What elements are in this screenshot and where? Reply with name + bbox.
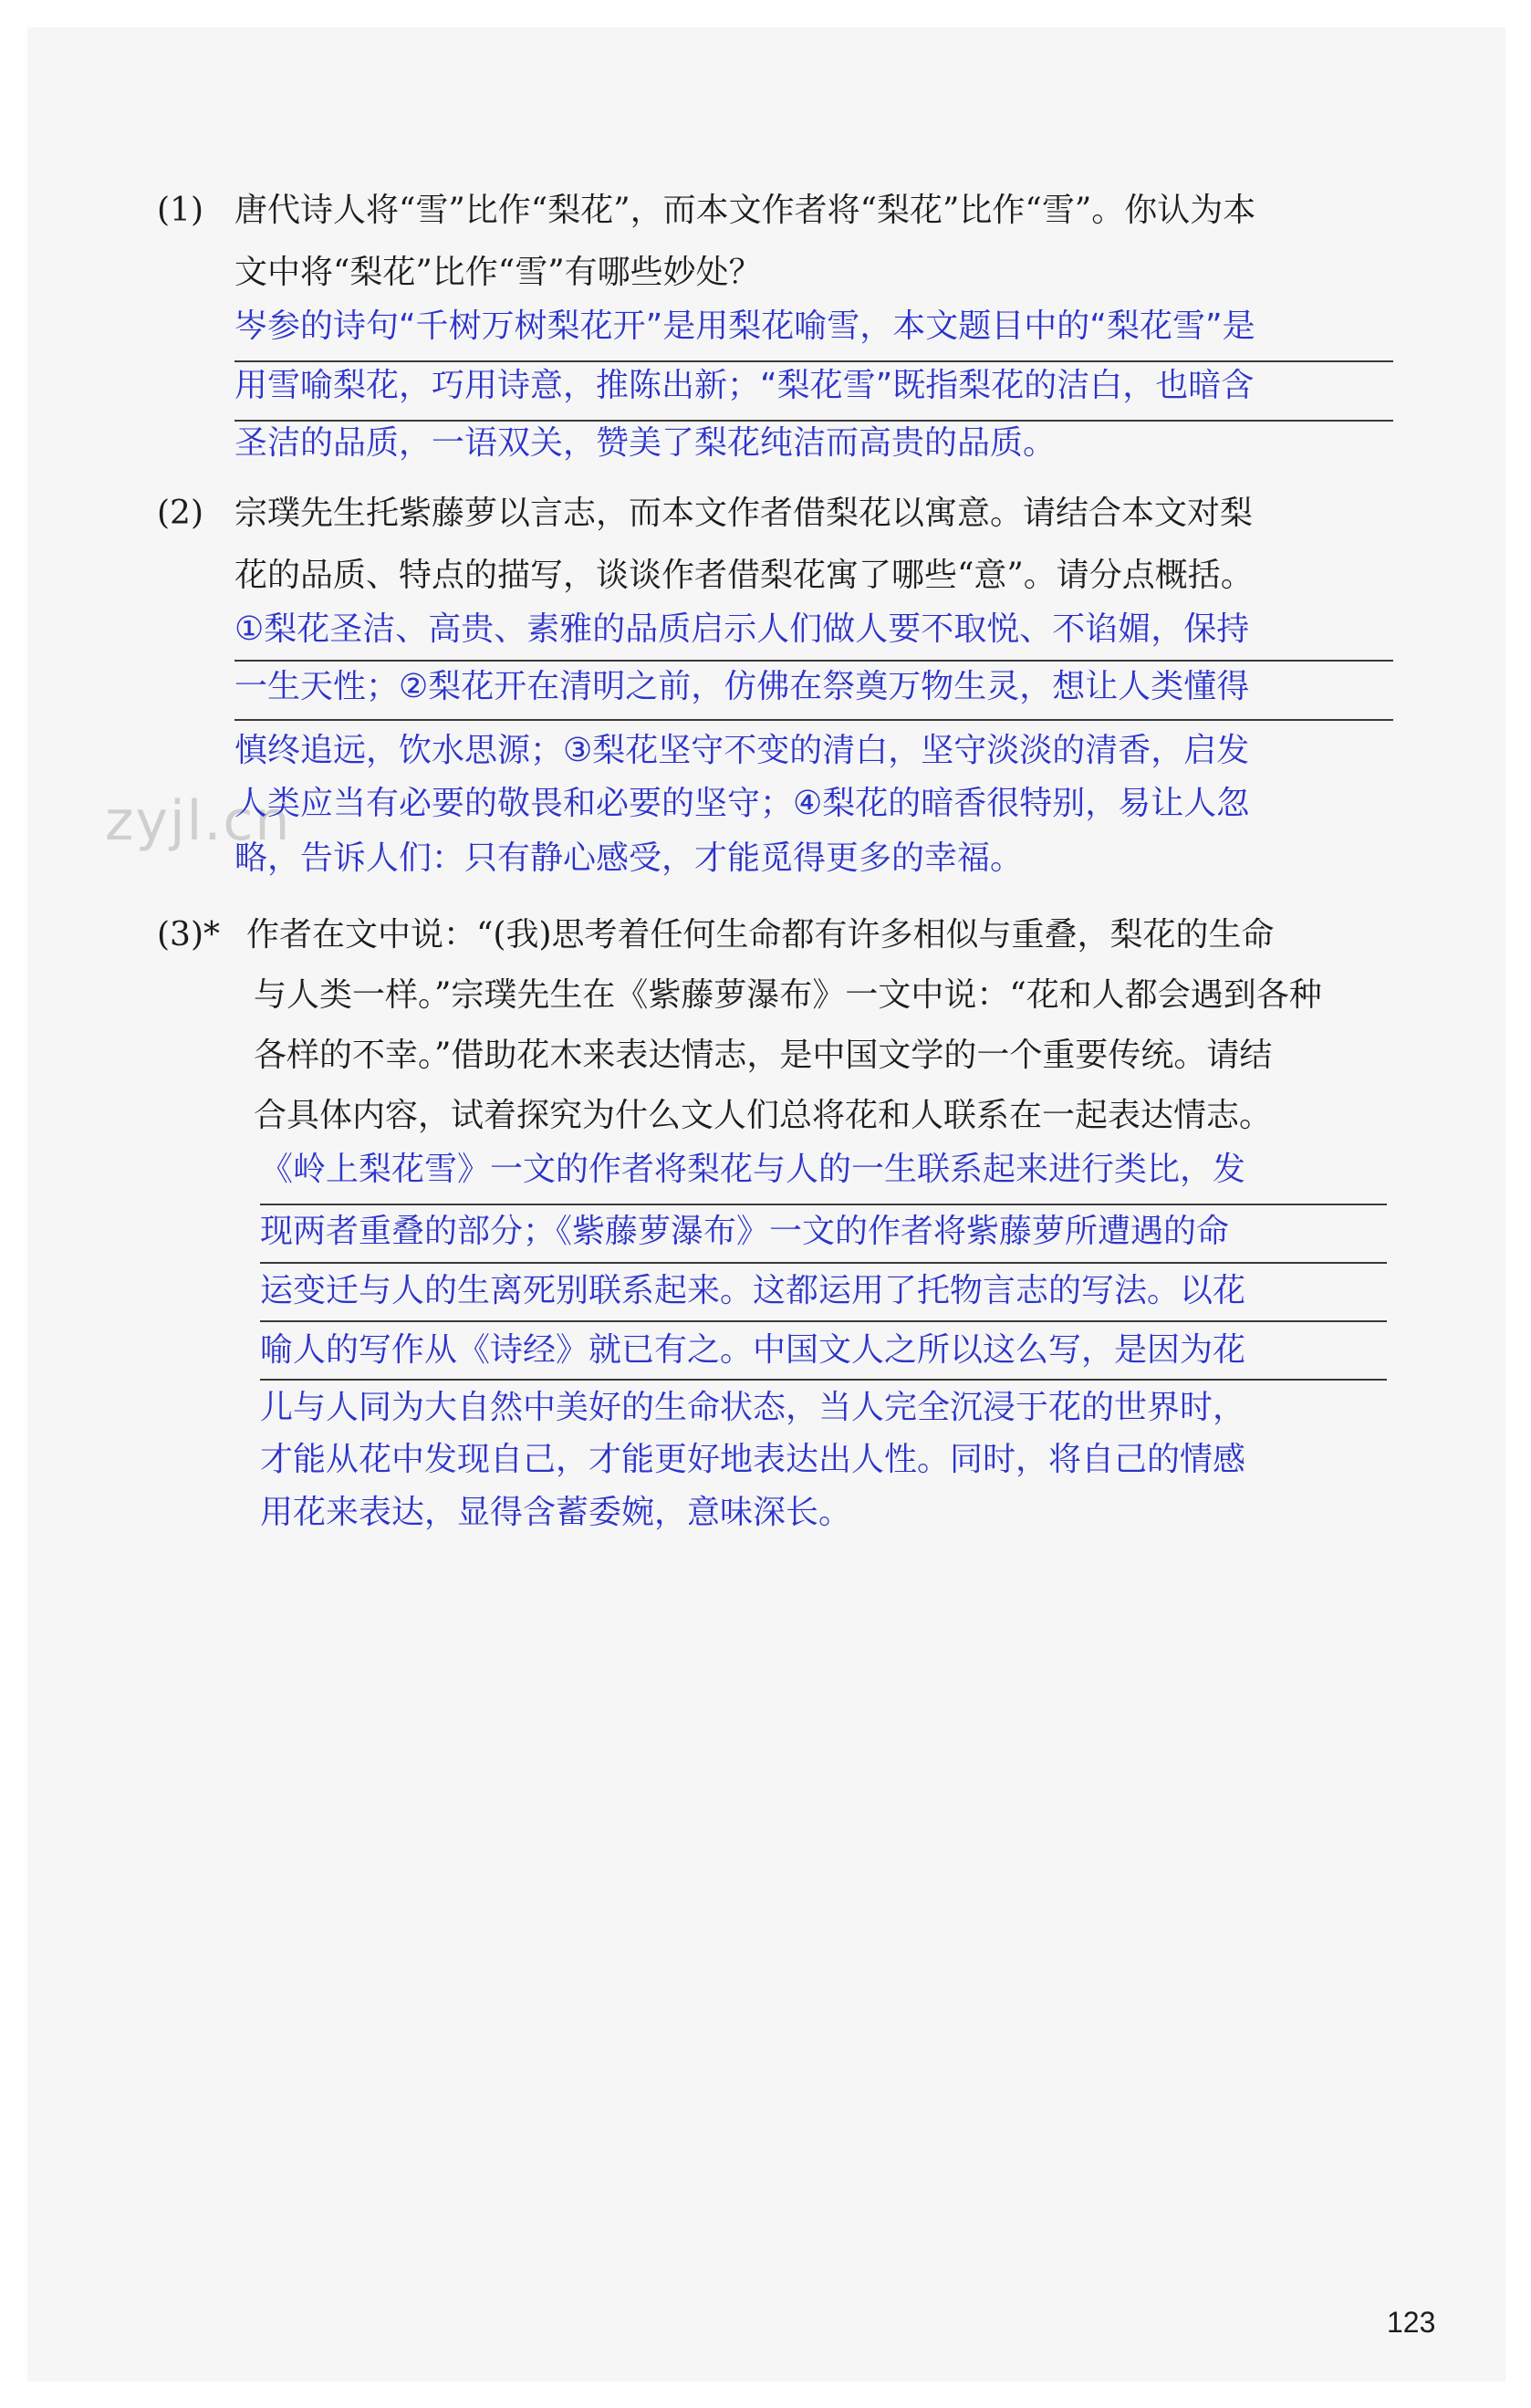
watermark: zyjl.cn bbox=[105, 789, 292, 853]
question-1-line-1: 唐代诗人将“雪”比作“梨花”，而本文作者将“梨花”比作“雪”。你认为本 bbox=[234, 192, 1256, 229]
question-3-line-3: 各样的不幸。”借助花木来表达情志，是中国文学的一个重要传统。请结 bbox=[254, 1037, 1273, 1074]
answer-3-line-5: 儿与人同为大自然中美好的生命状态，当人完全沉浸于花的世界时， bbox=[260, 1389, 1246, 1426]
answer-2-line-4: 人类应当有必要的敬畏和必要的坚守；④梨花的暗香很特别，易让人忽 bbox=[234, 785, 1250, 822]
answer-1-line-1: 岑参的诗句“千树万树梨花开”是用梨花喻雪，本文题目中的“梨花雪”是 bbox=[234, 308, 1255, 345]
question-1-line-2: 文中将“梨花”比作“雪”有哪些妙处？ bbox=[234, 254, 762, 291]
answer-3-line-6: 才能从花中发现自己，才能更好地表达出人性。同时，将自己的情感 bbox=[260, 1441, 1246, 1478]
answer-2-line-3: 慎终追远，饮水思源；③梨花坚守不变的清白，坚守淡淡的清香，启发 bbox=[234, 732, 1250, 769]
question-3-line-2: 与人类一样。”宗璞先生在《紫藤萝瀑布》一文中说：“花和人都会遇到各种 bbox=[254, 976, 1322, 1014]
answer-3-line-2: 现两者重叠的部分；《紫藤萝瀑布》一文的作者将紫藤萝所遭遇的命 bbox=[260, 1213, 1230, 1250]
answer-2-line-1: ①梨花圣洁、高贵、素雅的品质启示人们做人要不取悦、不谄媚，保持 bbox=[234, 610, 1250, 648]
answer-line-rule bbox=[234, 719, 1393, 721]
question-2-line-1: 宗璞先生托紫藤萝以言志，而本文作者借梨花以寓意。请结合本文对梨 bbox=[234, 495, 1254, 532]
answer-2-line-5: 略，告诉人们：只有静心感受，才能觅得更多的幸福。 bbox=[234, 839, 1024, 877]
answer-3-line-1: 《岭上梨花雪》一文的作者将梨花与人的一生联系起来进行类比，发 bbox=[260, 1151, 1246, 1188]
answer-line-rule bbox=[260, 1204, 1387, 1205]
question-3-line-4: 合具体内容，试着探究为什么文人们总将花和人联系在一起表达情志。 bbox=[254, 1097, 1273, 1134]
question-3-line-1: 作者在文中说：“(我)思考着任何生命都有许多相似与重叠，梨花的生命 bbox=[246, 916, 1275, 954]
page-number: 123 bbox=[1387, 2306, 1436, 2339]
question-3-number: (3)* bbox=[157, 916, 220, 954]
answer-line-rule bbox=[260, 1379, 1387, 1381]
answer-line-rule bbox=[234, 360, 1393, 362]
answer-line-rule bbox=[234, 660, 1393, 662]
answer-3-line-7: 用花来表达，显得含蓄委婉，意味深长。 bbox=[260, 1494, 852, 1531]
answer-line-rule bbox=[234, 420, 1393, 422]
question-1-number: (1) bbox=[157, 192, 203, 229]
answer-3-line-3: 运变迁与人的生离死别联系起来。这都运用了托物言志的写法。以花 bbox=[260, 1272, 1246, 1309]
answer-3-line-4: 喻人的写作从《诗经》就已有之。中国文人之所以这么写，是因为花 bbox=[260, 1331, 1246, 1369]
question-2-line-2: 花的品质、特点的描写，谈谈作者借梨花寓了哪些“意”。请分点概括。 bbox=[234, 557, 1254, 594]
question-2-number: (2) bbox=[157, 495, 203, 532]
answer-line-rule bbox=[260, 1262, 1387, 1264]
answer-1-line-3: 圣洁的品质，一语双关，赞美了梨花纯洁而高贵的品质。 bbox=[234, 424, 1057, 462]
answer-2-line-2: 一生天性；②梨花开在清明之前，仿佛在祭奠万物生灵，想让人类懂得 bbox=[234, 668, 1250, 705]
answer-line-rule bbox=[260, 1320, 1387, 1322]
answer-1-line-2: 用雪喻梨花，巧用诗意，推陈出新；“梨花雪”既指梨花的洁白，也暗含 bbox=[234, 367, 1255, 404]
